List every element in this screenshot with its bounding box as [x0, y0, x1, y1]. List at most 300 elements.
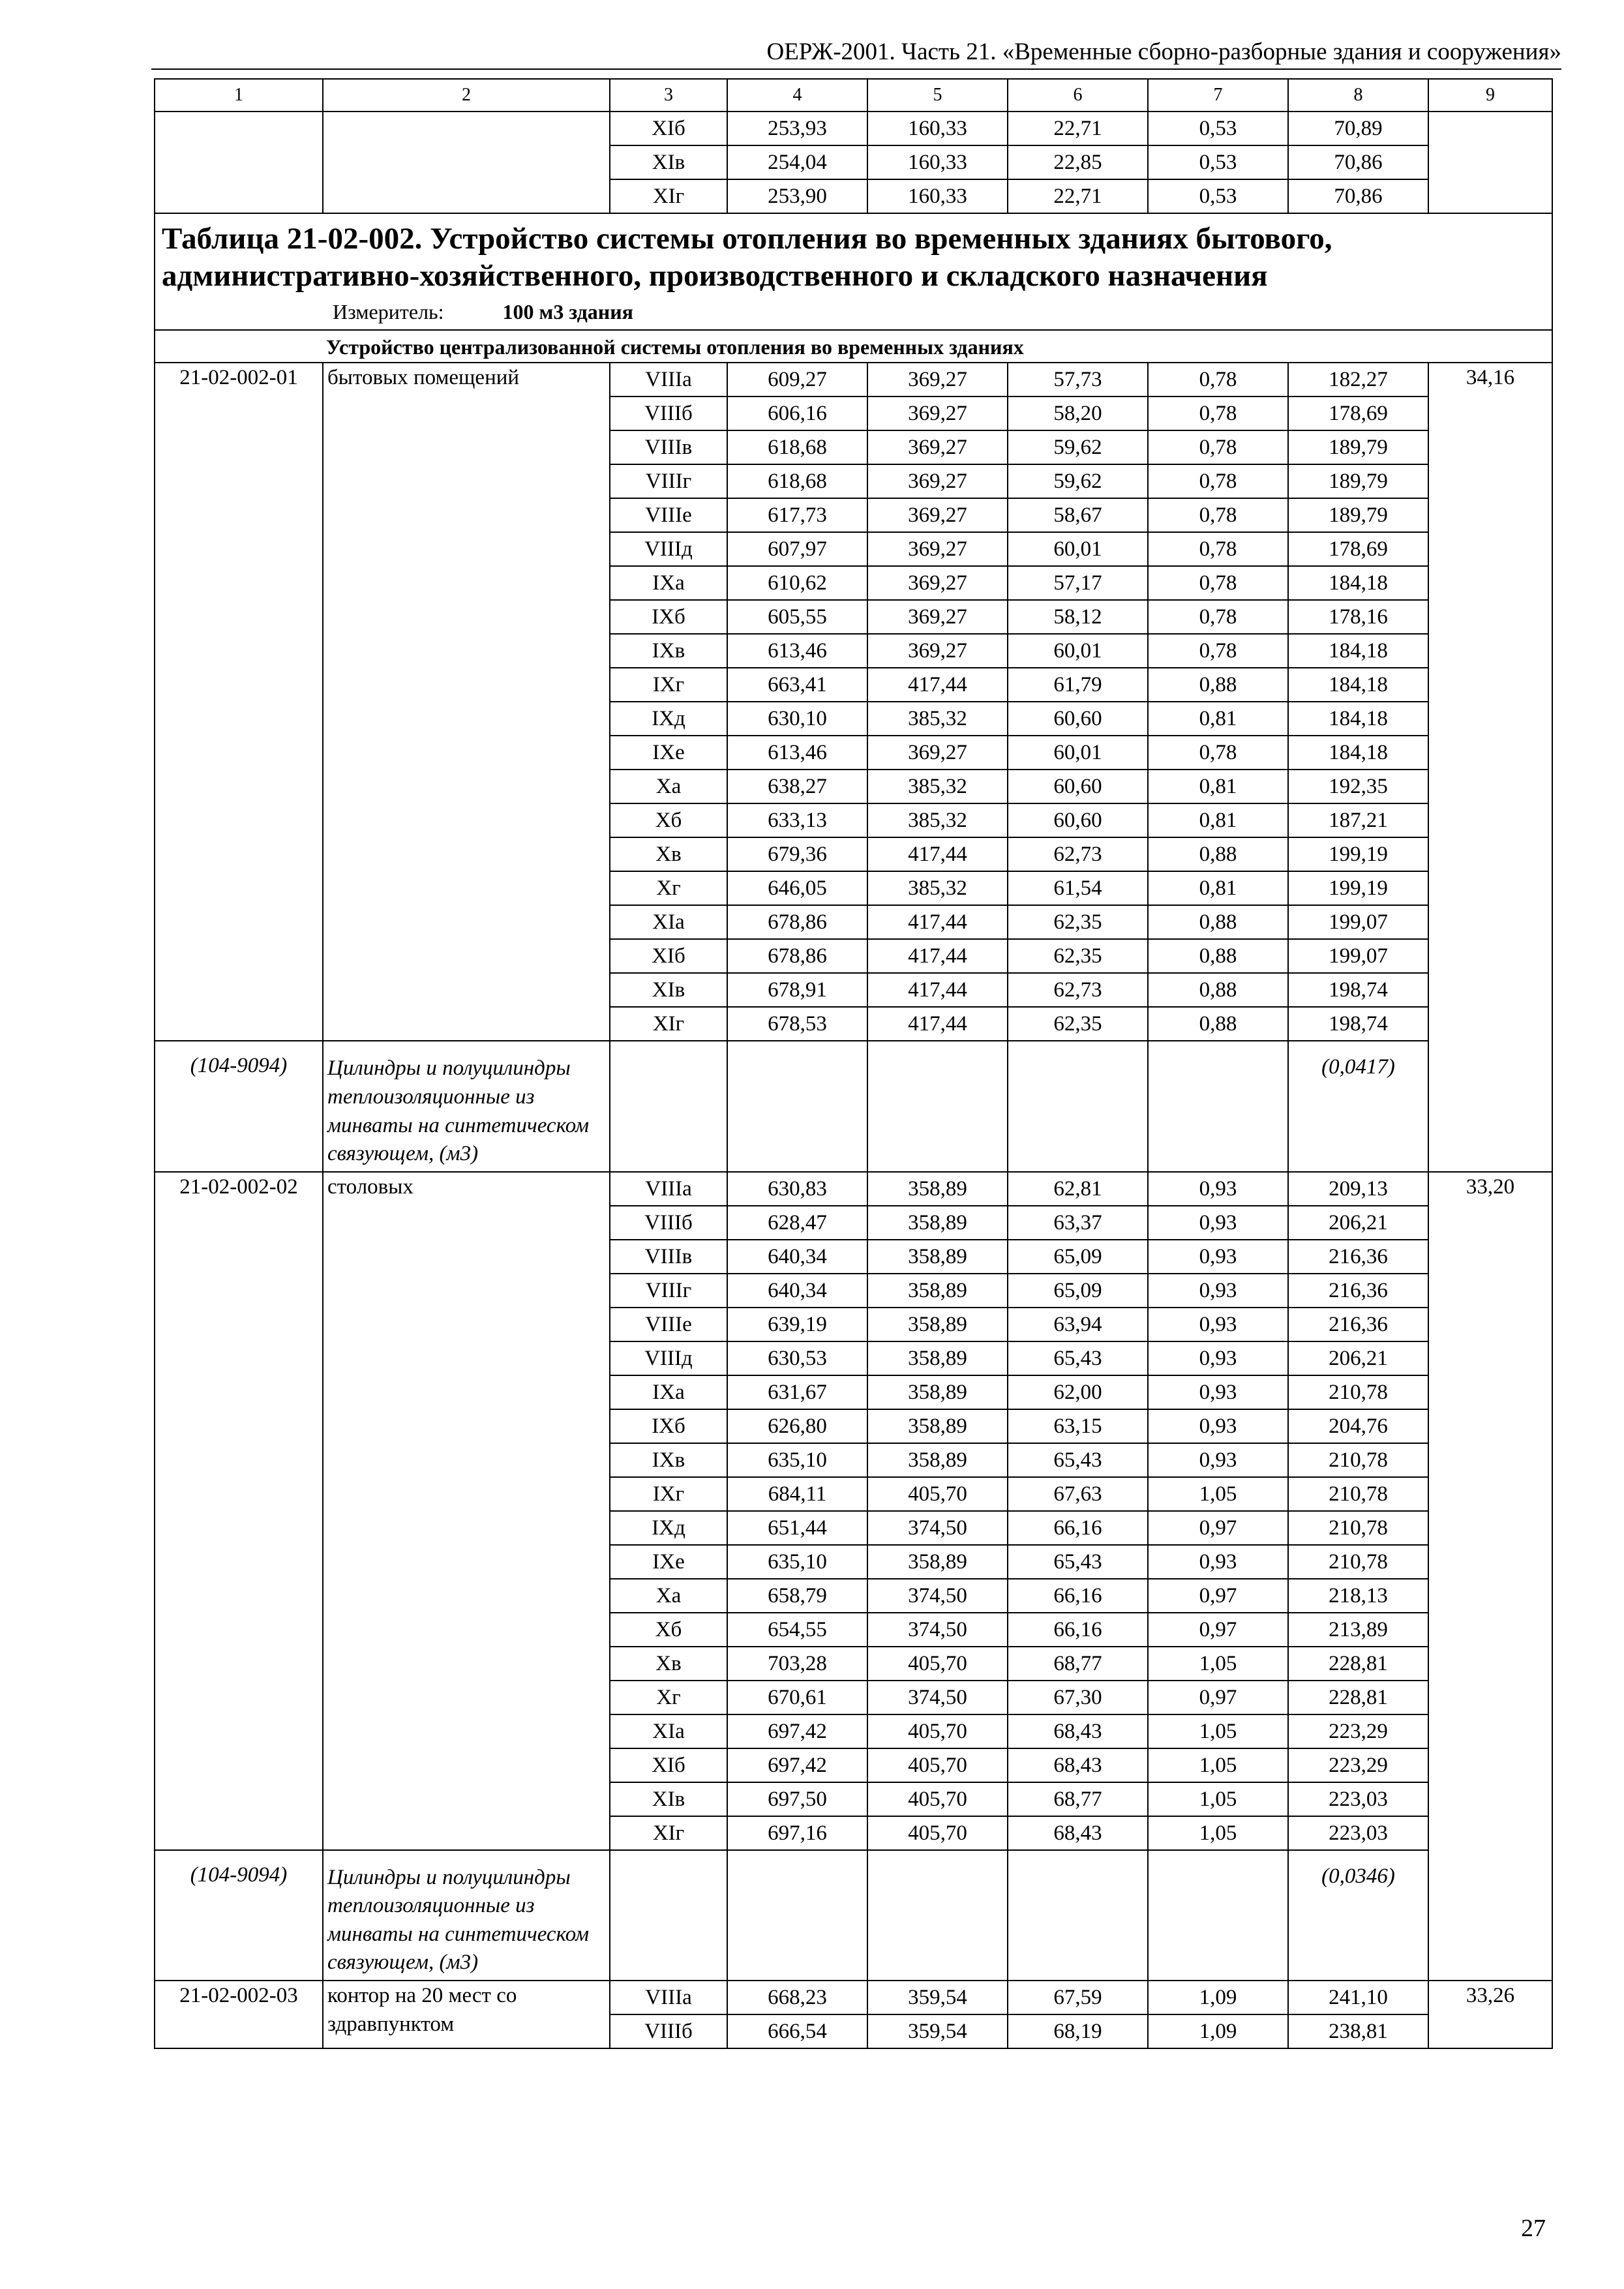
zone-cell: IXв: [610, 1443, 727, 1477]
value-cell: 358,89: [867, 1341, 1008, 1375]
value-cell: 658,79: [727, 1579, 867, 1613]
value-cell: 0,78: [1148, 464, 1288, 498]
value-cell: 0,78: [1148, 430, 1288, 464]
value-cell: 405,70: [867, 1816, 1008, 1850]
zone-cell: IXб: [610, 1409, 727, 1443]
value-cell: 0,78: [1148, 634, 1288, 668]
table-row: [155, 363, 1552, 396]
value-cell: 635,10: [727, 1545, 867, 1579]
value-cell: 609,27: [727, 363, 867, 396]
zone-cell: Xг: [610, 1681, 727, 1714]
value-cell: 369,27: [867, 736, 1008, 770]
value-cell: 216,36: [1288, 1274, 1428, 1308]
value-cell: 223,03: [1288, 1782, 1428, 1816]
zone-cell: VIIIв: [610, 1240, 727, 1274]
code-cell: [155, 112, 323, 213]
column-number-cell: 7: [1148, 79, 1288, 112]
column-number-cell: 8: [1288, 79, 1428, 112]
value-cell: 613,46: [727, 634, 867, 668]
value-cell: 0,93: [1148, 1443, 1288, 1477]
value-cell: 0,97: [1148, 1681, 1288, 1714]
value-cell: 184,18: [1288, 668, 1428, 702]
value-cell: 405,70: [867, 1647, 1008, 1681]
value-cell: 0,97: [1148, 1613, 1288, 1647]
value-cell: 1,05: [1148, 1782, 1288, 1816]
value-cell: 0,88: [1148, 973, 1288, 1007]
zone-cell: VIIIд: [610, 532, 727, 566]
value-cell: 65,09: [1008, 1240, 1148, 1274]
value-cell: 0,78: [1148, 363, 1288, 396]
zone-cell: VIIIе: [610, 1308, 727, 1341]
col9-cell: [1428, 112, 1552, 213]
zone-cell: IXд: [610, 1511, 727, 1545]
value-cell: 385,32: [867, 871, 1008, 905]
value-cell: 0,78: [1148, 600, 1288, 634]
value-cell: 62,00: [1008, 1375, 1148, 1409]
column-number-cell: 2: [323, 79, 610, 112]
norm-name: бытовых помещений: [323, 363, 610, 1041]
value-cell: 405,70: [867, 1477, 1008, 1511]
value-cell: 651,44: [727, 1511, 867, 1545]
value-cell: 218,13: [1288, 1579, 1428, 1613]
value-cell: 0,78: [1148, 396, 1288, 430]
value-cell: 60,01: [1008, 532, 1148, 566]
value-cell: 374,50: [867, 1613, 1008, 1647]
zone-cell: IXг: [610, 1477, 727, 1511]
value-cell: 65,43: [1008, 1545, 1148, 1579]
value-cell: 369,27: [867, 566, 1008, 600]
value-cell: 189,79: [1288, 498, 1428, 532]
value-cell: 58,12: [1008, 600, 1148, 634]
value-cell: 209,13: [1288, 1172, 1428, 1206]
value-cell: 358,89: [867, 1545, 1008, 1579]
empty-cell: [1008, 1041, 1148, 1171]
empty-cell: [610, 1850, 727, 1981]
value-cell: 241,10: [1288, 1981, 1428, 2014]
value-cell: 210,78: [1288, 1545, 1428, 1579]
value-cell: 70,86: [1288, 179, 1428, 213]
table-row: [155, 1981, 1552, 2014]
value-cell: 182,27: [1288, 363, 1428, 396]
value-cell: 646,05: [727, 871, 867, 905]
section-title: Устройство централизованной системы отопления во временных зданиях: [155, 330, 1552, 363]
value-cell: 59,62: [1008, 464, 1148, 498]
value-cell: 0,81: [1148, 770, 1288, 803]
value-cell: 66,16: [1008, 1511, 1148, 1545]
value-cell: 206,21: [1288, 1206, 1428, 1240]
value-cell: 253,90: [727, 179, 867, 213]
empty-cell: [867, 1850, 1008, 1981]
empty-cell: [1008, 1850, 1148, 1981]
zone-cell: VIIIг: [610, 1274, 727, 1308]
value-cell: 1,09: [1148, 2014, 1288, 2048]
zone-cell: XIб: [610, 939, 727, 973]
value-cell: 198,74: [1288, 973, 1428, 1007]
value-cell: 67,59: [1008, 1981, 1148, 2014]
col9-value: 33,20: [1428, 1172, 1552, 1981]
empty-cell: [727, 1850, 867, 1981]
value-cell: 0,93: [1148, 1206, 1288, 1240]
col9-value: 34,16: [1428, 363, 1552, 1171]
page-number: 27: [1521, 2215, 1546, 2242]
value-cell: 1,05: [1148, 1477, 1288, 1511]
value-cell: 60,60: [1008, 803, 1148, 837]
value-cell: 0,81: [1148, 871, 1288, 905]
value-cell: 670,61: [727, 1681, 867, 1714]
table-row: [155, 1172, 1552, 1206]
measure-value: 100 м3 здания: [502, 299, 633, 323]
value-cell: 405,70: [867, 1714, 1008, 1748]
value-cell: 189,79: [1288, 430, 1428, 464]
value-cell: 0,81: [1148, 803, 1288, 837]
value-cell: 1,05: [1148, 1714, 1288, 1748]
value-cell: 0,78: [1148, 498, 1288, 532]
zone-cell: VIIIг: [610, 464, 727, 498]
value-cell: 697,42: [727, 1748, 867, 1782]
value-cell: 654,55: [727, 1613, 867, 1647]
value-cell: 0,53: [1148, 112, 1288, 145]
zone-cell: XIг: [610, 179, 727, 213]
value-cell: 68,43: [1008, 1816, 1148, 1850]
value-cell: 199,19: [1288, 837, 1428, 871]
value-cell: 385,32: [867, 803, 1008, 837]
value-cell: 184,18: [1288, 634, 1428, 668]
value-cell: 63,15: [1008, 1409, 1148, 1443]
table-row: [155, 112, 1552, 145]
zone-cell: VIIIе: [610, 498, 727, 532]
material-code: (104-9094): [155, 1041, 323, 1171]
value-cell: 68,77: [1008, 1782, 1148, 1816]
value-cell: 66,16: [1008, 1613, 1148, 1647]
value-cell: 254,04: [727, 145, 867, 179]
value-cell: 679,36: [727, 837, 867, 871]
zone-cell: Xв: [610, 1647, 727, 1681]
value-cell: 626,80: [727, 1409, 867, 1443]
value-cell: 668,23: [727, 1981, 867, 2014]
value-cell: 607,97: [727, 532, 867, 566]
value-cell: 678,86: [727, 939, 867, 973]
col9-value: 33,26: [1428, 1981, 1552, 2048]
value-cell: 65,43: [1008, 1443, 1148, 1477]
value-cell: 0,88: [1148, 905, 1288, 939]
value-cell: 62,73: [1008, 973, 1148, 1007]
zone-cell: XIб: [610, 112, 727, 145]
value-cell: 0,93: [1148, 1274, 1288, 1308]
value-cell: 358,89: [867, 1206, 1008, 1240]
document-header-title: ОЕРЖ-2001. Часть 21. «Временные сборно-разборные здания и сооружения»: [766, 38, 1561, 65]
zone-cell: Xб: [610, 1613, 727, 1647]
table-title-row: [155, 213, 1552, 330]
value-cell: 0,78: [1148, 566, 1288, 600]
zone-cell: XIг: [610, 1007, 727, 1041]
zone-cell: IXг: [610, 668, 727, 702]
value-cell: 210,78: [1288, 1443, 1428, 1477]
value-cell: 369,27: [867, 634, 1008, 668]
table-body: [155, 79, 1552, 2048]
value-cell: 223,29: [1288, 1714, 1428, 1748]
value-cell: 178,16: [1288, 600, 1428, 634]
value-cell: 60,60: [1008, 702, 1148, 736]
norm-name: контор на 20 мест со здравпунктом: [323, 1981, 610, 2048]
measure-label: Измеритель:: [333, 299, 444, 323]
value-cell: 613,46: [727, 736, 867, 770]
value-cell: 0,81: [1148, 702, 1288, 736]
value-cell: 0,53: [1148, 179, 1288, 213]
value-cell: 630,83: [727, 1172, 867, 1206]
value-cell: 160,33: [867, 112, 1008, 145]
measure-line: [162, 299, 1545, 324]
value-cell: 160,33: [867, 179, 1008, 213]
value-cell: 628,47: [727, 1206, 867, 1240]
zone-cell: XIв: [610, 145, 727, 179]
column-number-cell: 6: [1008, 79, 1148, 112]
zone-cell: XIв: [610, 973, 727, 1007]
value-cell: 58,20: [1008, 396, 1148, 430]
value-cell: 213,89: [1288, 1613, 1428, 1647]
value-cell: 678,86: [727, 905, 867, 939]
value-cell: 61,79: [1008, 668, 1148, 702]
value-cell: 374,50: [867, 1681, 1008, 1714]
zone-cell: Xг: [610, 871, 727, 905]
zone-cell: VIIIб: [610, 396, 727, 430]
value-cell: 0,53: [1148, 145, 1288, 179]
column-number-row: [155, 79, 1552, 112]
value-cell: 65,43: [1008, 1341, 1148, 1375]
norms-table: [154, 78, 1553, 2049]
norm-code: 21-02-002-01: [155, 363, 323, 1041]
value-cell: 228,81: [1288, 1647, 1428, 1681]
value-cell: 630,10: [727, 702, 867, 736]
value-cell: 358,89: [867, 1240, 1008, 1274]
value-cell: 678,53: [727, 1007, 867, 1041]
value-cell: 223,03: [1288, 1816, 1428, 1850]
zone-cell: Xв: [610, 837, 727, 871]
value-cell: 184,18: [1288, 566, 1428, 600]
value-cell: 0,78: [1148, 532, 1288, 566]
value-cell: 0,93: [1148, 1172, 1288, 1206]
value-cell: 68,43: [1008, 1748, 1148, 1782]
value-cell: 0,88: [1148, 1007, 1288, 1041]
zone-cell: Xа: [610, 770, 727, 803]
value-cell: 210,78: [1288, 1477, 1428, 1511]
material-name: Цилиндры и полуцилиндры теплоизоляционные из минваты на синтетическом связующем, (м3): [323, 1850, 610, 1981]
value-cell: 369,27: [867, 464, 1008, 498]
value-cell: 62,73: [1008, 837, 1148, 871]
value-cell: 216,36: [1288, 1240, 1428, 1274]
value-cell: 606,16: [727, 396, 867, 430]
column-number-cell: 4: [727, 79, 867, 112]
value-cell: 62,81: [1008, 1172, 1148, 1206]
zone-cell: XIг: [610, 1816, 727, 1850]
value-cell: 678,91: [727, 973, 867, 1007]
value-cell: 187,21: [1288, 803, 1428, 837]
value-cell: 369,27: [867, 396, 1008, 430]
value-cell: 640,34: [727, 1274, 867, 1308]
value-cell: 0,97: [1148, 1579, 1288, 1613]
value-cell: 66,16: [1008, 1579, 1148, 1613]
material-value: (0,0417): [1288, 1041, 1428, 1171]
table-title: Таблица 21-02-002. Устройство системы отопления во временных зданиях бытового, административно-хозяйственного, производственного и складского назначения: [162, 222, 1332, 293]
value-cell: 385,32: [867, 770, 1008, 803]
value-cell: 0,88: [1148, 668, 1288, 702]
value-cell: 63,94: [1008, 1308, 1148, 1341]
value-cell: 60,60: [1008, 770, 1148, 803]
value-cell: 703,28: [727, 1647, 867, 1681]
value-cell: 663,41: [727, 668, 867, 702]
value-cell: 638,27: [727, 770, 867, 803]
value-cell: 22,71: [1008, 112, 1148, 145]
value-cell: 63,37: [1008, 1206, 1148, 1240]
value-cell: 369,27: [867, 363, 1008, 396]
value-cell: 697,42: [727, 1714, 867, 1748]
value-cell: 22,71: [1008, 179, 1148, 213]
value-cell: 0,93: [1148, 1375, 1288, 1409]
value-cell: 216,36: [1288, 1308, 1428, 1341]
value-cell: 70,89: [1288, 112, 1428, 145]
value-cell: 417,44: [867, 973, 1008, 1007]
value-cell: 630,53: [727, 1341, 867, 1375]
zone-cell: IXе: [610, 736, 727, 770]
value-cell: 374,50: [867, 1511, 1008, 1545]
value-cell: 697,16: [727, 1816, 867, 1850]
value-cell: 358,89: [867, 1443, 1008, 1477]
header-divider: [151, 68, 1561, 70]
value-cell: 358,89: [867, 1172, 1008, 1206]
column-number-cell: 1: [155, 79, 323, 112]
empty-cell: [610, 1041, 727, 1171]
value-cell: 417,44: [867, 668, 1008, 702]
value-cell: 60,01: [1008, 736, 1148, 770]
value-cell: 65,09: [1008, 1274, 1148, 1308]
zone-cell: VIIIв: [610, 430, 727, 464]
value-cell: 631,67: [727, 1375, 867, 1409]
norm-code: 21-02-002-02: [155, 1172, 323, 1850]
zone-cell: IXа: [610, 566, 727, 600]
value-cell: 359,54: [867, 1981, 1008, 2014]
value-cell: 358,89: [867, 1308, 1008, 1341]
empty-cell: [1148, 1850, 1288, 1981]
value-cell: 697,50: [727, 1782, 867, 1816]
value-cell: 605,55: [727, 600, 867, 634]
value-cell: 358,89: [867, 1274, 1008, 1308]
column-number-cell: 9: [1428, 79, 1552, 112]
value-cell: 223,29: [1288, 1748, 1428, 1782]
column-number-cell: 3: [610, 79, 727, 112]
zone-cell: Xа: [610, 1579, 727, 1613]
table-title-cell: [155, 213, 1552, 330]
value-cell: 0,93: [1148, 1341, 1288, 1375]
value-cell: 62,35: [1008, 905, 1148, 939]
value-cell: 60,01: [1008, 634, 1148, 668]
norm-name: столовых: [323, 1172, 610, 1850]
zone-cell: VIIIд: [610, 1341, 727, 1375]
zone-cell: VIIIа: [610, 363, 727, 396]
value-cell: 635,10: [727, 1443, 867, 1477]
empty-cell: [1148, 1041, 1288, 1171]
value-cell: 417,44: [867, 939, 1008, 973]
value-cell: 610,62: [727, 566, 867, 600]
norm-code: 21-02-002-03: [155, 1981, 323, 2048]
value-cell: 640,34: [727, 1240, 867, 1274]
value-cell: 178,69: [1288, 532, 1428, 566]
value-cell: 633,13: [727, 803, 867, 837]
value-cell: 204,76: [1288, 1409, 1428, 1443]
zone-cell: XIа: [610, 905, 727, 939]
zone-cell: IXб: [610, 600, 727, 634]
value-cell: 62,35: [1008, 1007, 1148, 1041]
value-cell: 0,97: [1148, 1511, 1288, 1545]
value-cell: 405,70: [867, 1782, 1008, 1816]
name-cell: [323, 112, 610, 213]
value-cell: 206,21: [1288, 1341, 1428, 1375]
value-cell: 0,93: [1148, 1240, 1288, 1274]
value-cell: 68,43: [1008, 1714, 1148, 1748]
zone-cell: XIв: [610, 1782, 727, 1816]
section-row: [155, 330, 1552, 363]
zone-cell: Xб: [610, 803, 727, 837]
value-cell: 228,81: [1288, 1681, 1428, 1714]
zone-cell: IXе: [610, 1545, 727, 1579]
value-cell: 184,18: [1288, 702, 1428, 736]
value-cell: 1,05: [1148, 1748, 1288, 1782]
value-cell: 417,44: [867, 1007, 1008, 1041]
value-cell: 369,27: [867, 498, 1008, 532]
value-cell: 1,05: [1148, 1647, 1288, 1681]
value-cell: 184,18: [1288, 736, 1428, 770]
material-code: (104-9094): [155, 1850, 323, 1981]
value-cell: 639,19: [727, 1308, 867, 1341]
value-cell: 369,27: [867, 430, 1008, 464]
zone-cell: VIIIа: [610, 1172, 727, 1206]
value-cell: 369,27: [867, 532, 1008, 566]
value-cell: 417,44: [867, 837, 1008, 871]
value-cell: 57,17: [1008, 566, 1148, 600]
zone-cell: XIб: [610, 1748, 727, 1782]
value-cell: 70,86: [1288, 145, 1428, 179]
value-cell: 67,63: [1008, 1477, 1148, 1511]
value-cell: 68,77: [1008, 1647, 1148, 1681]
zone-cell: VIIIб: [610, 2014, 727, 2048]
value-cell: 68,19: [1008, 2014, 1148, 2048]
value-cell: 0,88: [1148, 939, 1288, 973]
value-cell: 359,54: [867, 2014, 1008, 2048]
zone-cell: XIа: [610, 1714, 727, 1748]
value-cell: 62,35: [1008, 939, 1148, 973]
value-cell: 192,35: [1288, 770, 1428, 803]
zone-cell: IXа: [610, 1375, 727, 1409]
value-cell: 1,09: [1148, 1981, 1288, 2014]
value-cell: 210,78: [1288, 1375, 1428, 1409]
material-name: Цилиндры и полуцилиндры теплоизоляционные из минваты на синтетическом связующем, (м3): [323, 1041, 610, 1171]
value-cell: 405,70: [867, 1748, 1008, 1782]
empty-cell: [727, 1041, 867, 1171]
zone-cell: IXд: [610, 702, 727, 736]
value-cell: 617,73: [727, 498, 867, 532]
value-cell: 385,32: [867, 702, 1008, 736]
value-cell: 189,79: [1288, 464, 1428, 498]
value-cell: 1,05: [1148, 1816, 1288, 1850]
value-cell: 369,27: [867, 600, 1008, 634]
value-cell: 57,73: [1008, 363, 1148, 396]
value-cell: 22,85: [1008, 145, 1148, 179]
value-cell: 0,93: [1148, 1308, 1288, 1341]
value-cell: 358,89: [867, 1409, 1008, 1443]
zone-cell: IXв: [610, 634, 727, 668]
value-cell: 199,19: [1288, 871, 1428, 905]
value-cell: 358,89: [867, 1375, 1008, 1409]
value-cell: 618,68: [727, 430, 867, 464]
value-cell: 0,93: [1148, 1545, 1288, 1579]
